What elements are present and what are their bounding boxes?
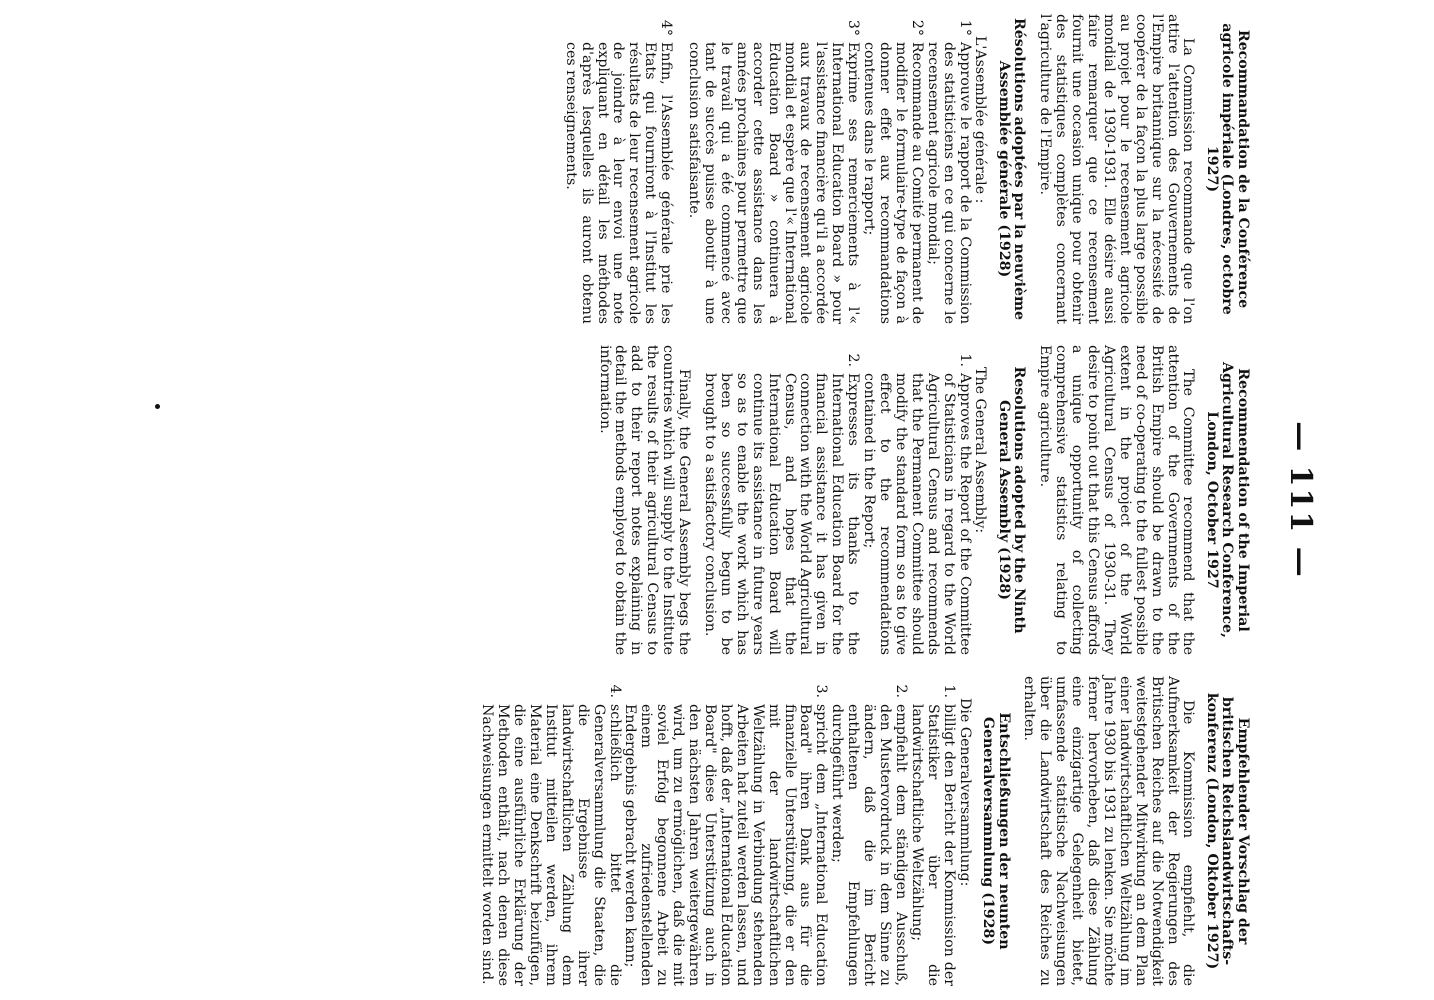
german-item-2: 2. empfiehlt dem ständigen Ausschuß, den Mustervordruck in dem Sinne zu ändern, daß die im Bericht enthaltenen Empfehlungen durchgeführt werden; (829, 684, 909, 986)
german-column (478, 676, 1250, 986)
french-column (562, 14, 1250, 324)
german-heading-recommendation: Empfehlender Vorschlag der britischen Reichslandwirtschafts-konferenz (London, Oktober 1927) (1204, 692, 1251, 970)
page-number: — 111 — (1283, 421, 1318, 579)
french-item-3: 3° Exprime ses remerciements à l'« International Education Board » pour l'assistance financière qu'il a accordée aux travaux de recensement agricole mondial et espère que l'« International Education Board » continuera à accorder cette assistance dans les années prochaines pour permettre que le travail qui a été commencé avec tant de succès puisse aboutir à une conclusion satisfaisante. (686, 19, 862, 324)
german-item-3: 3. spricht dem „International Education Board" ihren Dank aus für die finanzielle Unterstützung, die er den mit der landwirtschaftlichen Weltzählung in Verbindung stehenden Arbeiten hat zuteil werden lassen, und hofft, daß der „International Education Board" diese Unterstützung auch in den nächsten Jahren weitergewähren wird, um zu ermöglichen, daß die mit soviel Erfolg begonnene Arbeit zu einem zufriedenstellenden Endergebnis gebracht werden kann; (622, 684, 830, 986)
french-heading-resolutions: Résolutions adoptées par la neuvième Assemblée générale (1928) (995, 17, 1028, 321)
german-paragraph: Die Kommission empfiehlt, die Aufmerksamkeit der Regierungen des Britischen Reiches auf die Notwendigkeit weitestgehender Mitwirkung an dem Plan einer landwirtschaftlichen Weltzählung im Jahre 1930 bis 1931 zu lenken. Sie möchte ferner hervorheben, daß diese Zählung eine einzigartige Gelegenheit bietet, umfassende statistische Nachweisungen über die Landwirtschaft des Reiches zu erhalten. (1021, 676, 1197, 986)
english-heading-recommendation: Recommendation of the Imperial Agricultural Research Conference, London, October 1927 (1204, 361, 1251, 638)
german-intro: Die Generalversammlung: (956, 698, 973, 887)
french-item-1: 1° Approuve le rapport de la Commission des statisticiens en ce qui concerne le recensement agricole mondial; (924, 19, 973, 324)
french-intro: L'Assemblée générale : (972, 36, 989, 204)
english-intro: The General Assembly: (972, 367, 989, 534)
english-heading-resolutions: Resolutions adopted by the Ninth General Assembly (1928) (995, 366, 1028, 634)
german-heading-resolutions: Entschließungen der neunten Generalversammlung (1928) (980, 712, 1012, 950)
german-item-4: 4. schließlich bittet die Generalversammlung die Staaten, die die Ergebnisse ihrer landwirtschaftlichen Zählung dem Institut mitteilen werden, ihrem Material eine Denkschrift beizufügen, die eine ausführliche Erklärung der Methoden enthält, nach denen diese Nachweisungen ermittelt worden sind. (479, 684, 623, 986)
german-item-1: 1. billigt den Bericht der Kommission der Statistiker über die landwirtschaftliche Weltzählung; (908, 684, 957, 986)
french-paragraph: La Commission recommande que l'on attire l'attention des Gouvernements de l'Empire britannique sur la nécessité de coopérer de la façon la plus large possible au projet pour le recensement agricole mondial de 1930-1931. Elle désire aussi faire remarquer que ce recensement fournit une occasion unique pour obtenir des statistiques complètes concernant l'agriculture de l'Empire. (1037, 14, 1197, 324)
scan-speck (155, 404, 160, 409)
french-heading-recommendation: Recommandation de la Conférence agricole impériale (Londres, octobre 1927) (1204, 23, 1251, 315)
french-item-4: 4° Enfin, l'Assemblée générale prie les Etats qui fourniront à l'Institut les résultats de leur recensement agricole de joindre à leur envoi une note expliquant en détail les méthodes d'après lesquelles ils auront obtenu ces renseignements. (562, 19, 675, 324)
english-final-paragraph: Finally, the General Assembly begs the countries which will supply to the Institute the results of their agricultural Census to add to their report notes explaining in detail the methods employed to obtain the information. (596, 345, 693, 655)
english-item-2: 2. Expresses its thanks to the International Education Board for the financial assistance it has given in connection with the World Agricultural Census, and hopes that the International Education Board will continue its assistance in future years so as to enable the work which has been so successfully begun to be brought to a satisfactory conclusion. (702, 353, 862, 655)
english-column (596, 345, 1250, 655)
english-paragraph: The Committee recommend that the attention of the Governments of the British Empire should be drawn to the need of co-operating to the fullest possible extent in the project of the World Agricultural Census of 1930-31. They desire to point out that this Census affords a unique opportunity of collecting comprehensive statistics relating to Empire agriculture. (1037, 345, 1197, 655)
french-item-2: 2° Recommande au Comité permanent de modifier le formulaire-type de façon à donner effet aux recommandations contenues dans le rapport; (861, 19, 925, 324)
english-item-1: 1. Approves the Report of the Committee of Statisticians in regard to the World Agricultural Census and recommends that the Permanent Committee should modify the standard form so as to give effect to the recommendations contained in the Report; (861, 353, 973, 655)
